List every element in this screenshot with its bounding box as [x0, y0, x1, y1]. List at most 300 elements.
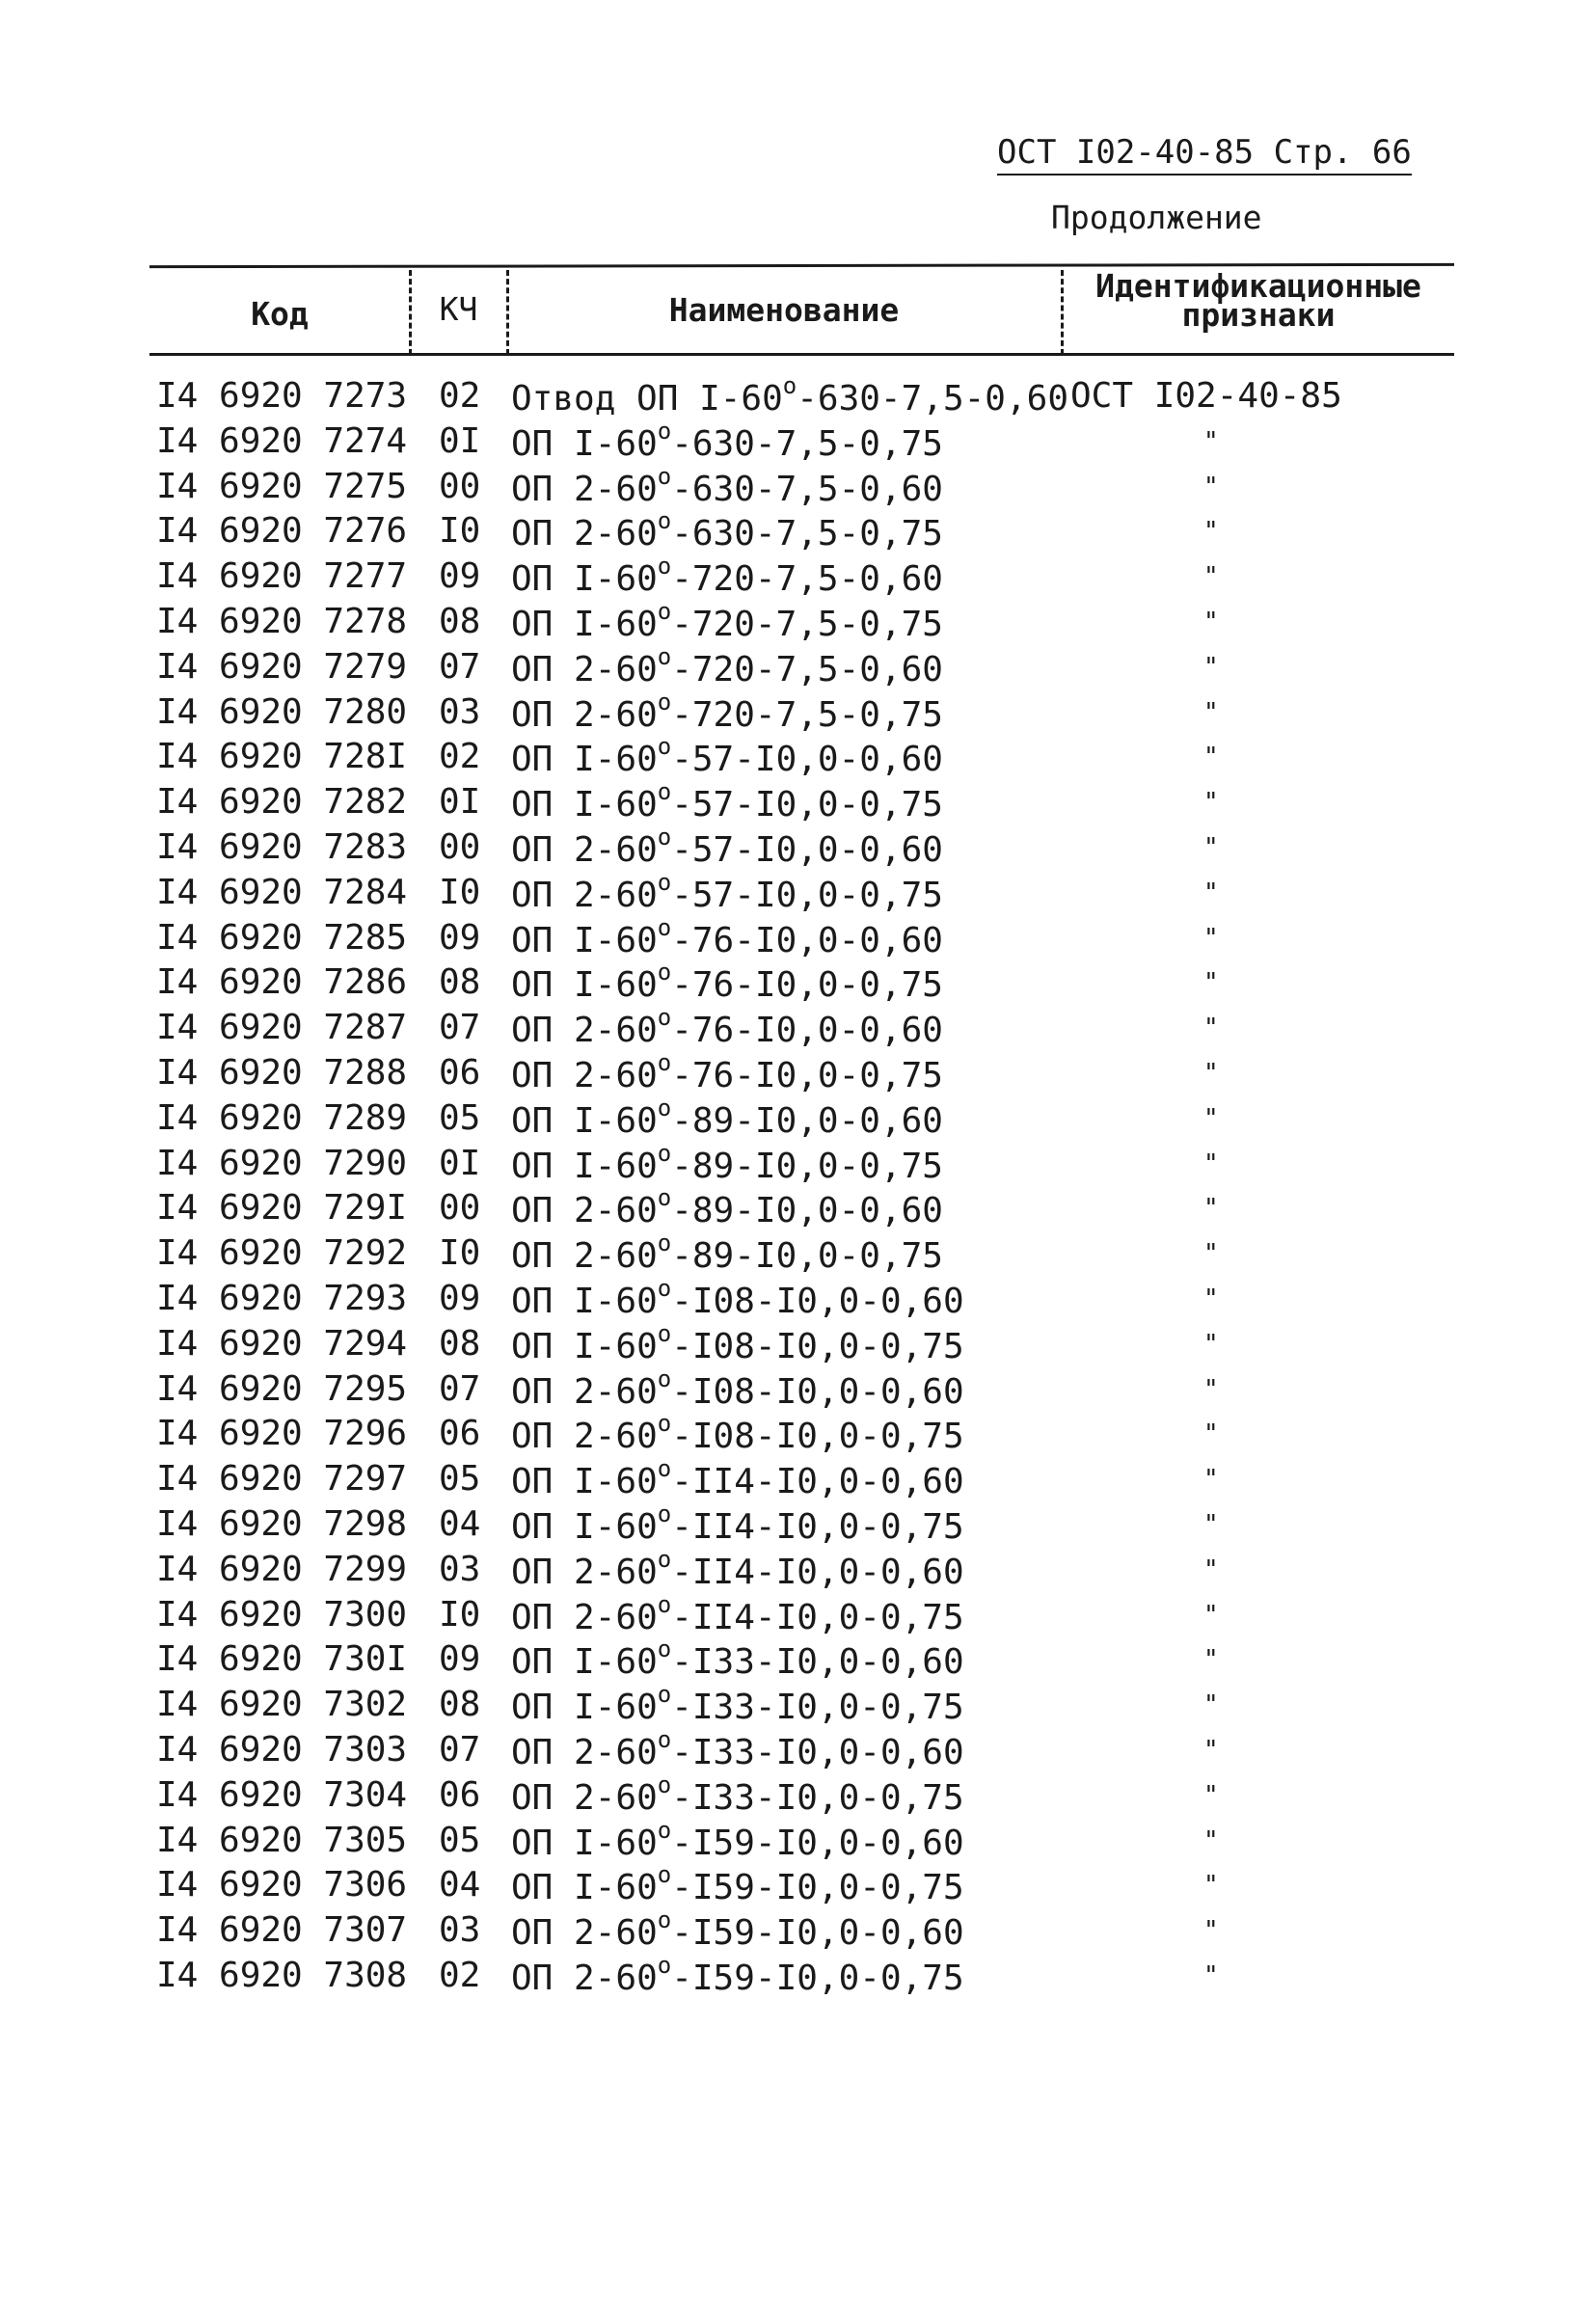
cell-name-angle: I-60 — [574, 785, 658, 825]
cell-code: I4 6920 7276 — [156, 511, 408, 552]
cell-code: I4 6920 7295 — [156, 1368, 408, 1409]
degree-mark: o — [657, 1635, 672, 1663]
cell-name-dimensions: -I33-I0,0-0,60 — [671, 1642, 964, 1683]
cell-name — [511, 417, 943, 464]
cell-name-angle: I-60 — [574, 1326, 658, 1366]
cell-name — [511, 1906, 964, 1954]
degree-mark: o — [657, 462, 672, 490]
cell-code: I4 6920 7278 — [156, 602, 408, 641]
cell-name-angle: I-60 — [574, 605, 658, 644]
cell-kch: 02 — [439, 1956, 481, 1995]
table-row — [0, 1952, 1594, 2000]
cell-name — [511, 1410, 964, 1457]
cell-name-dimensions: -II4-I0,0-0,75 — [671, 1597, 964, 1637]
cell-name-dimensions: -720-7,5-0,75 — [671, 605, 943, 644]
cell-name-prefix: ОП — [511, 1552, 554, 1592]
degree-mark: o — [657, 1319, 672, 1347]
cell-name-angle: I-60 — [574, 965, 658, 1006]
table-row — [0, 507, 1594, 555]
cell-name — [511, 733, 943, 780]
ditto-mark: " — [1203, 1554, 1219, 1584]
cell-name-dimensions: -57-I0,0-0,75 — [671, 785, 943, 825]
cell-name-dimensions: -I08-I0,0-0,75 — [671, 1326, 964, 1366]
cell-name-dimensions: -I59-I0,0-0,60 — [671, 1913, 964, 1954]
cell-name-prefix: ОП — [511, 694, 554, 735]
cell-name-prefix: ОП — [511, 1733, 554, 1772]
degree-mark: o — [657, 1906, 672, 1934]
degree-mark: o — [657, 824, 672, 851]
cell-kch: 07 — [439, 1368, 481, 1409]
cell-name — [511, 1545, 964, 1592]
cell-name-prefix: ОП — [511, 1507, 554, 1547]
ditto-mark: " — [1203, 1284, 1219, 1313]
ditto-mark: " — [1203, 968, 1219, 998]
cell-name-prefix: ОП — [511, 514, 554, 554]
cell-name-prefix: ОП — [511, 649, 554, 689]
cell-name-prefix: ОП — [511, 1236, 554, 1277]
cell-name — [511, 1590, 964, 1637]
cell-code: I4 6920 7279 — [156, 646, 408, 687]
ditto-mark: " — [1203, 788, 1219, 818]
degree-mark: o — [657, 1681, 672, 1709]
cell-name-angle: 2-60 — [574, 1371, 658, 1412]
table-row — [0, 1726, 1594, 1774]
cell-name-prefix: ОП — [511, 1959, 554, 1998]
cell-name-dimensions: -720-7,5-0,75 — [671, 694, 943, 735]
header-id-features: Идентификационные признаки — [1095, 267, 1421, 334]
cell-name-prefix: ОП — [511, 875, 554, 915]
cell-name-dimensions: -II4-I0,0-0,60 — [671, 1462, 964, 1502]
cell-name-dimensions: -630-7,5-0,60 — [797, 379, 1068, 419]
cell-kch: 08 — [439, 1685, 481, 1725]
cell-name — [511, 1230, 943, 1277]
cell-name-prefix: ОП — [511, 1056, 554, 1095]
cell-name-prefix: ОП — [511, 1462, 554, 1502]
degree-mark: o — [657, 1004, 672, 1032]
column-separator-name — [1061, 270, 1064, 355]
cell-name-angle: I-60 — [574, 1100, 658, 1141]
ditto-mark: " — [1203, 1374, 1219, 1404]
cell-kch: 07 — [439, 646, 481, 687]
ditto-mark: " — [1203, 1736, 1219, 1765]
degree-mark: o — [657, 959, 672, 986]
cell-code: I4 6920 7274 — [156, 420, 408, 461]
cell-kch: I0 — [439, 511, 481, 552]
cell-name — [511, 1049, 943, 1095]
cell-name-angle: I-60 — [574, 1823, 658, 1863]
cell-code: I4 6920 730I — [156, 1639, 408, 1680]
cell-name-prefix: ОП — [511, 1011, 554, 1051]
cell-kch: 09 — [439, 917, 481, 958]
cell-name-prefix: ОП — [511, 1282, 554, 1321]
ditto-mark: " — [1203, 472, 1219, 501]
degree-mark: o — [657, 1455, 672, 1483]
table-row — [0, 1770, 1594, 1820]
ditto-mark: " — [1203, 1103, 1219, 1133]
degree-mark: o — [657, 417, 672, 445]
cell-name-dimensions: -89-I0,0-0,75 — [671, 1236, 943, 1277]
cell-name — [511, 1861, 964, 1908]
degree-mark: o — [657, 1770, 672, 1798]
cell-name — [511, 1952, 964, 1998]
cell-kch: 00 — [439, 1188, 481, 1229]
cell-name — [511, 824, 943, 870]
cell-name — [511, 1094, 943, 1141]
cell-name-prefix: ОП — [511, 469, 554, 509]
table-row — [0, 1094, 1594, 1143]
degree-mark: o — [657, 507, 672, 535]
cell-name-dimensions: -I08-I0,0-0,60 — [671, 1282, 964, 1321]
cell-name-prefix: ОП — [511, 830, 554, 870]
ditto-mark: " — [1203, 1510, 1219, 1539]
cell-name-dimensions: -I59-I0,0-0,75 — [671, 1959, 964, 1998]
cell-name-angle: 2-60 — [574, 1777, 658, 1818]
degree-mark: o — [657, 1816, 672, 1844]
cell-name-dimensions: -57-I0,0-0,75 — [671, 875, 943, 915]
ditto-mark: " — [1203, 1239, 1219, 1269]
cell-name — [511, 372, 1068, 419]
cell-name-dimensions: -I33-I0,0-0,75 — [671, 1777, 964, 1818]
cell-code: I4 6920 7286 — [156, 962, 408, 1003]
cell-name-dimensions: -I59-I0,0-0,75 — [671, 1868, 964, 1908]
table-row — [0, 1049, 1594, 1097]
table-row — [0, 1230, 1594, 1278]
cell-kch: 05 — [439, 1820, 481, 1860]
cell-kch: I0 — [439, 1233, 481, 1274]
cell-kch: 03 — [439, 691, 481, 732]
cell-code: I4 6920 7302 — [156, 1685, 408, 1725]
cell-code: I4 6920 7304 — [156, 1774, 408, 1815]
cell-code: I4 6920 7283 — [156, 827, 408, 867]
ditto-mark: " — [1203, 562, 1219, 592]
continuation-label: Продолжение — [1051, 199, 1262, 236]
ditto-mark: " — [1203, 1013, 1219, 1043]
cell-name — [511, 507, 943, 554]
ditto-mark: " — [1203, 1961, 1219, 1990]
table-row — [0, 1681, 1594, 1729]
cell-name-angle: I-60 — [574, 920, 658, 960]
cell-name-prefix: ОП — [511, 965, 554, 1006]
cell-code: I4 6920 7277 — [156, 556, 408, 597]
degree-mark: o — [657, 688, 672, 716]
cell-name-dimensions: -57-I0,0-0,60 — [671, 830, 943, 870]
cell-name-angle: I-60 — [574, 1868, 658, 1908]
cell-code: I4 6920 7290 — [156, 1143, 408, 1183]
cell-name — [511, 1635, 964, 1683]
cell-code: I4 6920 7296 — [156, 1414, 408, 1454]
table-row — [0, 1184, 1594, 1232]
table-header-rule — [149, 353, 1454, 356]
cell-name-dimensions: -I08-I0,0-0,75 — [671, 1417, 964, 1457]
degree-mark: o — [657, 553, 672, 581]
ditto-mark: " — [1203, 1419, 1219, 1449]
cell-name — [511, 598, 943, 644]
degree-mark: o — [657, 1139, 672, 1167]
cell-name-angle: 2-60 — [574, 1191, 658, 1231]
cell-code: I4 6920 7282 — [156, 782, 408, 823]
cell-name — [511, 642, 943, 689]
table-row — [0, 462, 1594, 511]
cell-code: I4 6920 7294 — [156, 1323, 408, 1364]
cell-name-dimensions: -57-I0,0-0,60 — [671, 740, 943, 780]
cell-kch: 06 — [439, 1414, 481, 1454]
cell-code: I4 6920 7299 — [156, 1549, 408, 1589]
cell-kch: 05 — [439, 1097, 481, 1138]
cell-code: I4 6920 729I — [156, 1188, 408, 1229]
cell-name-prefix: ОП — [511, 1326, 554, 1366]
cell-name-prefix: ОП — [511, 1417, 554, 1457]
cell-name-angle: I-60 — [574, 740, 658, 780]
degree-mark: o — [657, 913, 672, 941]
cell-name-prefix: ОП — [511, 1597, 554, 1637]
table-row — [0, 642, 1594, 691]
cell-name-prefix: ОП — [511, 740, 554, 780]
cell-kch: 07 — [439, 1730, 481, 1770]
ditto-mark: " — [1203, 517, 1219, 547]
cell-name-prefix: ОП — [511, 785, 554, 825]
table-row — [0, 824, 1594, 872]
degree-mark: o — [657, 733, 672, 761]
table-row — [0, 1455, 1594, 1503]
cell-name-angle: 2-60 — [574, 875, 658, 915]
degree-mark: o — [657, 1545, 672, 1573]
cell-kch: 08 — [439, 1323, 481, 1364]
table-row — [0, 598, 1594, 646]
cell-name-angle: 2-60 — [574, 1733, 658, 1772]
cell-name — [511, 1455, 964, 1502]
cell-name-dimensions: -76-I0,0-0,75 — [671, 1056, 943, 1095]
degree-mark: o — [782, 372, 797, 399]
cell-name — [511, 688, 943, 735]
cell-name-prefix: ОП — [511, 1100, 554, 1141]
degree-mark: o — [657, 868, 672, 896]
cell-name-prefix: ОП — [511, 559, 554, 600]
cell-name-angle: 2-60 — [574, 694, 658, 735]
ditto-mark: " — [1203, 1825, 1219, 1855]
cell-name-dimensions: -I33-I0,0-0,60 — [671, 1733, 964, 1772]
degree-mark: o — [657, 1094, 672, 1121]
table-row — [0, 1500, 1594, 1549]
header-code: Код — [251, 295, 309, 333]
cell-name — [511, 462, 943, 509]
cell-name-angle: 2-60 — [574, 1011, 658, 1051]
cell-name-dimensions: -630-7,5-0,60 — [671, 469, 943, 509]
cell-kch: 0I — [439, 1143, 481, 1183]
cell-name-prefix: Отвод ОП — [511, 379, 679, 419]
cell-kch: 00 — [439, 827, 481, 867]
cell-name-dimensions: -I33-I0,0-0,75 — [671, 1688, 964, 1728]
cell-kch: 05 — [439, 1459, 481, 1500]
degree-mark: o — [657, 1590, 672, 1618]
header-kch: КЧ — [439, 290, 478, 328]
table-row — [0, 553, 1594, 601]
cell-name-angle: 2-60 — [574, 830, 658, 870]
cell-name-dimensions: -630-7,5-0,75 — [671, 514, 943, 554]
ditto-mark: " — [1203, 1600, 1219, 1630]
table-row — [0, 1410, 1594, 1458]
cell-name-angle: 2-60 — [574, 1597, 658, 1637]
cell-name-angle: 2-60 — [574, 1236, 658, 1277]
cell-kch: 03 — [439, 1549, 481, 1589]
ditto-mark: " — [1203, 743, 1219, 772]
ditto-mark: " — [1203, 426, 1219, 456]
cell-kch: 0I — [439, 782, 481, 823]
cell-name — [511, 1816, 964, 1863]
cell-name-dimensions: -89-I0,0-0,60 — [671, 1100, 943, 1141]
degree-mark: o — [657, 1365, 672, 1392]
table-row — [0, 868, 1594, 917]
table-row — [0, 1816, 1594, 1865]
degree-mark: o — [657, 642, 672, 670]
cell-name-dimensions: -720-7,5-0,60 — [671, 649, 943, 689]
table-row — [0, 1861, 1594, 1909]
cell-code: I4 6920 7285 — [156, 917, 408, 958]
ditto-mark: " — [1203, 652, 1219, 682]
cell-code: I4 6920 728I — [156, 737, 408, 777]
ditto-mark: " — [1203, 1871, 1219, 1901]
cell-name-prefix: ОП — [511, 1191, 554, 1231]
cell-name-angle: 2-60 — [574, 514, 658, 554]
cell-name-prefix: ОП — [511, 1688, 554, 1728]
cell-name-angle: 2-60 — [574, 1959, 658, 1998]
cell-name — [511, 1500, 964, 1547]
table-row — [0, 1545, 1594, 1594]
cell-code: I4 6920 7307 — [156, 1910, 408, 1951]
cell-name-dimensions: -76-I0,0-0,60 — [671, 920, 943, 960]
cell-name-dimensions: -76-I0,0-0,60 — [671, 1011, 943, 1051]
cell-kch: 02 — [439, 376, 481, 416]
cell-name-prefix: ОП — [511, 1913, 554, 1954]
degree-mark: o — [657, 778, 672, 806]
cell-name-dimensions: -I08-I0,0-0,60 — [671, 1371, 964, 1412]
cell-code: I4 6920 7300 — [156, 1594, 408, 1635]
ditto-mark: " — [1203, 1780, 1219, 1810]
cell-name-dimensions: -76-I0,0-0,75 — [671, 965, 943, 1006]
ditto-mark: " — [1203, 1059, 1219, 1088]
ditto-mark: " — [1203, 608, 1219, 636]
cell-name — [511, 1275, 964, 1321]
cell-name-prefix: ОП — [511, 1823, 554, 1863]
degree-mark: o — [657, 1275, 672, 1302]
header-name: Наименование — [668, 291, 900, 329]
cell-name-dimensions: -720-7,5-0,60 — [671, 559, 943, 600]
cell-code: I4 6920 7288 — [156, 1053, 408, 1093]
cell-kch: 09 — [439, 1279, 481, 1318]
ditto-mark: " — [1203, 1690, 1219, 1720]
cell-kch: I0 — [439, 872, 481, 912]
cell-name-dimensions: -89-I0,0-0,75 — [671, 1146, 943, 1186]
cell-name — [511, 868, 943, 915]
ditto-mark: " — [1203, 1148, 1219, 1178]
degree-mark: o — [657, 1952, 672, 1979]
cell-name-prefix: ОП — [511, 1642, 554, 1683]
cell-name-prefix: ОП — [511, 1146, 554, 1186]
degree-mark: o — [657, 1184, 672, 1212]
cell-kch: 09 — [439, 556, 481, 597]
ditto-mark: " — [1203, 697, 1219, 727]
cell-name-dimensions: -630-7,5-0,75 — [671, 423, 943, 464]
ditto-mark: " — [1203, 1645, 1219, 1675]
cell-code: I4 6920 7275 — [156, 466, 408, 506]
table-row — [0, 1635, 1594, 1684]
cell-name — [511, 553, 943, 600]
cell-name-dimensions: -89-I0,0-0,60 — [671, 1191, 943, 1231]
cell-name — [511, 913, 943, 960]
table-row — [0, 1319, 1594, 1368]
cell-code: I4 6920 7280 — [156, 691, 408, 732]
table-row — [0, 372, 1594, 420]
degree-mark: o — [657, 1500, 672, 1527]
table-row — [0, 778, 1594, 826]
cell-name-prefix: ОП — [511, 423, 554, 464]
ditto-mark: " — [1203, 878, 1219, 907]
cell-name-angle: I-60 — [574, 1462, 658, 1502]
cell-kch: 04 — [439, 1865, 481, 1905]
cell-name — [511, 1004, 943, 1051]
cell-kch: 00 — [439, 466, 481, 506]
cell-name-dimensions: -II4-I0,0-0,60 — [671, 1552, 964, 1592]
cell-kch: 07 — [439, 1008, 481, 1048]
table-row — [0, 1275, 1594, 1323]
standard-page-reference: ОСТ I02-40-85 Стр. 66 — [997, 133, 1412, 176]
cell-code: I4 6920 7297 — [156, 1459, 408, 1500]
cell-kch: I0 — [439, 1594, 481, 1635]
degree-mark: o — [657, 1230, 672, 1257]
cell-name — [511, 1139, 943, 1186]
cell-kch: 0I — [439, 420, 481, 461]
cell-name-angle: I-60 — [574, 559, 658, 600]
cell-name — [511, 1184, 943, 1231]
degree-mark: o — [657, 1410, 672, 1438]
degree-mark: o — [657, 598, 672, 625]
ditto-mark: " — [1203, 1916, 1219, 1946]
cell-name-angle: I-60 — [574, 423, 658, 464]
cell-name-prefix: ОП — [511, 1868, 554, 1908]
cell-name-angle: I-60 — [574, 1642, 658, 1683]
cell-name — [511, 1681, 964, 1728]
cell-kch: 08 — [439, 602, 481, 641]
cell-code: I4 6920 7273 — [156, 376, 408, 416]
cell-code: I4 6920 7284 — [156, 872, 408, 912]
cell-name-angle: I-60 — [574, 1507, 658, 1547]
cell-name-prefix: ОП — [511, 1371, 554, 1412]
cell-kch: 08 — [439, 962, 481, 1003]
ditto-mark: " — [1203, 833, 1219, 862]
cell-name-angle: I-60 — [699, 379, 783, 419]
cell-kch: 06 — [439, 1053, 481, 1093]
degree-mark: o — [657, 1726, 672, 1753]
cell-name-dimensions: -I59-I0,0-0,60 — [671, 1823, 964, 1863]
cell-code: I4 6920 7287 — [156, 1008, 408, 1048]
cell-id-features: ОСТ I02-40-85 — [1070, 376, 1342, 416]
table-row — [0, 1139, 1594, 1188]
cell-name — [511, 1319, 964, 1366]
cell-kch: 03 — [439, 1910, 481, 1951]
table-row — [0, 1906, 1594, 1955]
table-row — [0, 688, 1594, 737]
cell-kch: 04 — [439, 1504, 481, 1544]
cell-kch: 02 — [439, 737, 481, 777]
cell-name-prefix: ОП — [511, 605, 554, 644]
table-row — [0, 733, 1594, 781]
cell-code: I4 6920 7305 — [156, 1820, 408, 1860]
cell-kch: 09 — [439, 1639, 481, 1680]
ditto-mark: " — [1203, 1465, 1219, 1495]
cell-name — [511, 959, 943, 1006]
cell-code: I4 6920 7298 — [156, 1504, 408, 1544]
cell-name-prefix: ОП — [511, 920, 554, 960]
cell-code: I4 6920 7292 — [156, 1233, 408, 1274]
